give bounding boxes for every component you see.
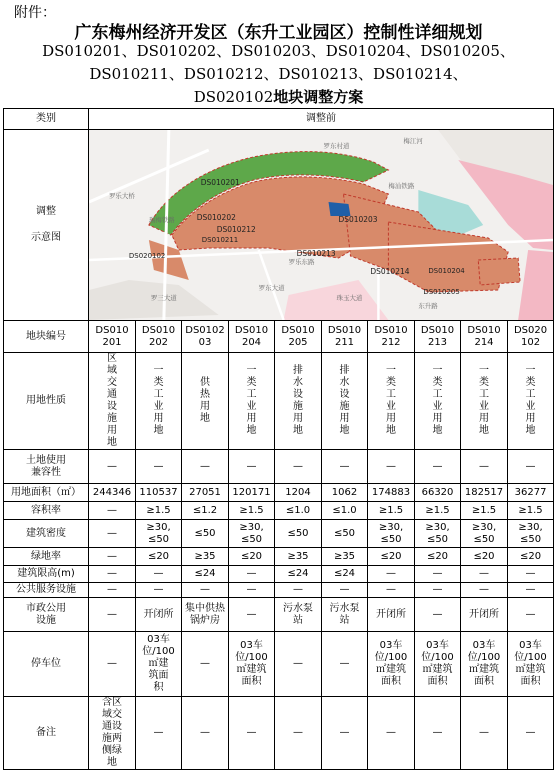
land-use-cell: 供热用地 (182, 353, 229, 450)
parking-cell: — (275, 632, 322, 697)
green-ratio-cell: ≤20 (415, 548, 461, 566)
map-road-8: 珠玉大道 (336, 293, 363, 303)
compatibility-cell: — (275, 450, 322, 484)
far-cell: ≥1.5 (508, 502, 554, 520)
plot-code-cell: DS010 202 (136, 321, 182, 353)
attachment-label: 附件： (14, 5, 56, 21)
compatibility-cell: — (322, 450, 368, 484)
height-limit-cell: — (229, 566, 275, 583)
public-facilities-cell: — (229, 583, 275, 598)
green-ratio-cell: ≥35 (322, 548, 368, 566)
compatibility-cell: — (229, 450, 275, 484)
row-compatibility (4, 450, 554, 484)
height-limit-label: 建筑限高(m) (4, 566, 89, 583)
public-facilities-cell: — (275, 583, 322, 598)
parking-cell: — (89, 632, 136, 697)
land-area-cell: 182517 (461, 484, 508, 502)
remarks-cell: — (368, 697, 415, 770)
map-road-7: 罗乐东路 (288, 257, 315, 267)
height-limit-cell: — (136, 566, 182, 583)
map-label-ds010213: DS010213 (296, 248, 336, 259)
far-cell: ≥1.5 (415, 502, 461, 520)
land-area-cell: 1204 (275, 484, 322, 502)
green-ratio-label: 绿地率 (4, 548, 89, 566)
land-area-cell: 66320 (415, 484, 461, 502)
parking-cell: 03车 位/100 ㎡建筑 面积 (229, 632, 275, 697)
plot-code-cell: DS020 102 (508, 321, 554, 353)
density-cell: ≥30, ≤50 (136, 520, 182, 548)
land-use-cell: 一类工业用地 (136, 353, 182, 450)
row-land-use (4, 353, 554, 450)
land-area-label: 用地面积（㎡） (4, 484, 89, 502)
map-road-10: 东升路 (418, 301, 438, 311)
compatibility-cell: — (89, 450, 136, 484)
plot-code-label: 地块编号 (4, 321, 89, 353)
height-limit-cell: ≤24 (182, 566, 229, 583)
map-label-ds010201: DS010201 (200, 177, 240, 188)
map-road-2: 梅江河 (403, 136, 423, 146)
map-road-3: 梅汕铁路 (388, 181, 415, 191)
adjustment-map-cell (89, 130, 554, 321)
density-cell: — (89, 520, 136, 548)
map-label-ds010204: DS010204 (428, 266, 465, 276)
row-green-ratio (4, 548, 554, 566)
remarks-cell: — (461, 697, 508, 770)
map-road-1: 罗东村道 (323, 141, 350, 151)
far-cell: ≤1.0 (275, 502, 322, 520)
parking-cell: 03车 位/100 ㎡建 筑面 积 (136, 632, 182, 697)
map-label-ds020102: DS020102 (128, 251, 166, 261)
green-ratio-cell: ≥35 (275, 548, 322, 566)
map-label-ds010214: DS010214 (370, 266, 410, 277)
category-header: 类别 (4, 109, 89, 130)
plot-code-cell: DS010 201 (89, 321, 136, 353)
row-public-facilities (4, 583, 554, 598)
map-row-label (4, 130, 89, 321)
plot-code-cell: DS0102 03 (182, 321, 229, 353)
plot-code-cell: DS010 211 (322, 321, 368, 353)
height-limit-cell: — (89, 566, 136, 583)
land-area-cell: 1062 (322, 484, 368, 502)
map-label-line2: 示意图 (31, 232, 61, 243)
land-use-cell: 排水设施用地 (322, 353, 368, 450)
title-plot-codes-2: DS010211、DS010212、DS010213、DS010214、 (89, 65, 468, 83)
utilities-cell: 开闭所 (461, 598, 508, 632)
row-utilities (4, 598, 554, 632)
map-label-ds010211: DS010211 (201, 235, 239, 245)
density-cell: ≤50 (275, 520, 322, 548)
map-label-ds010203: DS010203 (338, 214, 378, 225)
map-label-ds010212: DS010212 (216, 224, 256, 235)
utilities-cell: — (229, 598, 275, 632)
height-limit-cell: — (508, 566, 554, 583)
land-area-cell: 120171 (229, 484, 275, 502)
remarks-cell: — (229, 697, 275, 770)
density-cell: ≥30, ≤50 (229, 520, 275, 548)
public-facilities-cell: — (368, 583, 415, 598)
density-cell: ≤50 (322, 520, 368, 548)
parking-cell: — (322, 632, 368, 697)
utilities-cell: 开闭所 (136, 598, 182, 632)
density-cell: ≥30, ≤50 (461, 520, 508, 548)
remarks-cell: — (508, 697, 554, 770)
compatibility-cell: — (508, 450, 554, 484)
map-label-line1: 调整 (36, 206, 56, 217)
land-use-cell: 区域交通设施用地 (89, 353, 136, 450)
far-label: 容积率 (4, 502, 89, 520)
public-facilities-cell: — (136, 583, 182, 598)
compatibility-cell: — (461, 450, 508, 484)
public-facilities-cell: — (461, 583, 508, 598)
plot-code-cell: DS010 204 (229, 321, 275, 353)
remarks-cell: — (275, 697, 322, 770)
utilities-cell: 污水泵站 (275, 598, 322, 632)
title-scheme-text: 地块调整方案 (273, 88, 364, 106)
map-road-5: 瑞梅铁路 (148, 215, 175, 225)
land-area-cell: 110537 (136, 484, 182, 502)
utilities-cell: 开闭所 (368, 598, 415, 632)
adjustment-map (89, 130, 553, 320)
public-facilities-cell: — (89, 583, 136, 598)
public-facilities-label: 公共服务设施 (4, 583, 89, 598)
far-cell: — (89, 502, 136, 520)
heating-plot (329, 202, 351, 216)
map-road-4: 罗乐大桥 (108, 191, 135, 201)
green-ratio-cell: ≤20 (461, 548, 508, 566)
row-remarks (4, 697, 554, 770)
utilities-cell: 污水泵站 (322, 598, 368, 632)
compatibility-cell: — (182, 450, 229, 484)
remarks-cell: — (182, 697, 229, 770)
green-ratio-cell: ≤20 (368, 548, 415, 566)
green-ratio-cell: ≤20 (229, 548, 275, 566)
parking-cell: — (182, 632, 229, 697)
public-facilities-cell: — (182, 583, 229, 598)
remarks-cell: — (415, 697, 461, 770)
public-facilities-cell: — (322, 583, 368, 598)
far-cell: ≥1.5 (229, 502, 275, 520)
plot-code-cell: DS010 213 (415, 321, 461, 353)
green-ratio-cell: ≥35 (182, 548, 229, 566)
green-ratio-cell: — (89, 548, 136, 566)
compatibility-cell: — (415, 450, 461, 484)
land-area-cell: 174883 (368, 484, 415, 502)
row-far (4, 502, 554, 520)
remarks-cell: — (322, 697, 368, 770)
map-road-6: 罗三大道 (150, 293, 177, 303)
land-use-cell: 一类工业用地 (461, 353, 508, 450)
plot-code-cell: DS010 212 (368, 321, 415, 353)
density-cell: ≤50 (182, 520, 229, 548)
map-label-ds010205: DS010205 (423, 287, 460, 297)
height-limit-cell: — (368, 566, 415, 583)
far-cell: ≤1.2 (182, 502, 229, 520)
parking-cell: 03车 位/100 ㎡建筑 面积 (368, 632, 415, 697)
land-use-cell: 一类工业用地 (415, 353, 461, 450)
plot-code-cell: DS010 214 (461, 321, 508, 353)
land-area-cell: 244346 (89, 484, 136, 502)
land-use-cell: 一类工业用地 (368, 353, 415, 450)
map-road-9: 罗东大道 (258, 283, 285, 293)
utilities-cell: — (415, 598, 461, 632)
utilities-label: 市政公用 设施 (4, 598, 89, 632)
title-plot-codes-1: DS010201、DS010202、DS010203、DS010204、DS010205、 (42, 42, 515, 60)
table-header-row (4, 109, 554, 130)
parking-cell: 03车 位/100 ㎡建筑 面积 (461, 632, 508, 697)
compatibility-label: 土地使用 兼容性 (4, 450, 89, 484)
density-cell: ≥30, ≤50 (368, 520, 415, 548)
title-plot-codes-3 (0, 86, 557, 107)
row-parking (4, 632, 554, 697)
land-use-label: 用地性质 (4, 353, 89, 450)
density-cell: ≥30, ≤50 (415, 520, 461, 548)
green-ratio-cell: ≤20 (508, 548, 554, 566)
land-use-cell: 一类工业用地 (229, 353, 275, 450)
parking-cell: 03车 位/100 ㎡建筑 面积 (415, 632, 461, 697)
remarks-label: 备注 (4, 697, 89, 770)
far-cell: ≤1.0 (322, 502, 368, 520)
compatibility-cell: — (136, 450, 182, 484)
row-plot-code (4, 321, 554, 353)
before-adjustment-header: 调整前 (89, 109, 554, 130)
far-cell: ≥1.5 (136, 502, 182, 520)
land-use-cell: 排水设施用地 (275, 353, 322, 450)
map-row (4, 130, 554, 321)
plot-adjustment-table (3, 108, 554, 770)
utilities-cell: 集中供热锅炉房 (182, 598, 229, 632)
land-area-cell: 27051 (182, 484, 229, 502)
height-limit-cell: ≤24 (275, 566, 322, 583)
green-ratio-cell: ≤20 (136, 548, 182, 566)
land-use-cell: 一类工业用地 (508, 353, 554, 450)
remarks-cell: — (136, 697, 182, 770)
height-limit-cell: — (461, 566, 508, 583)
far-cell: ≥1.5 (368, 502, 415, 520)
parking-label: 停车位 (4, 632, 89, 697)
height-limit-cell: ≤24 (322, 566, 368, 583)
industrial-zone-southeast (478, 258, 520, 285)
title-last-code: DS020102 (193, 88, 274, 106)
density-label: 建筑密度 (4, 520, 89, 548)
density-cell: ≥30, ≤50 (508, 520, 554, 548)
map-label-ds010202: DS010202 (196, 212, 236, 223)
row-land-area (4, 484, 554, 502)
row-height-limit (4, 566, 554, 583)
row-density (4, 520, 554, 548)
document-title: 广东梅州经济开发区（东升工业园区）控制性详细规划 (74, 23, 483, 43)
public-facilities-cell: — (508, 583, 554, 598)
utilities-cell: — (89, 598, 136, 632)
remarks-cell: 含区域交通设施两侧绿地 (89, 697, 136, 770)
land-area-cell: 36277 (508, 484, 554, 502)
height-limit-cell: — (415, 566, 461, 583)
utilities-cell: — (508, 598, 554, 632)
parking-cell: 03车 位/100 ㎡建筑 面积 (508, 632, 554, 697)
far-cell: ≥1.5 (461, 502, 508, 520)
public-facilities-cell: — (415, 583, 461, 598)
compatibility-cell: — (368, 450, 415, 484)
plot-code-cell: DS010 205 (275, 321, 322, 353)
